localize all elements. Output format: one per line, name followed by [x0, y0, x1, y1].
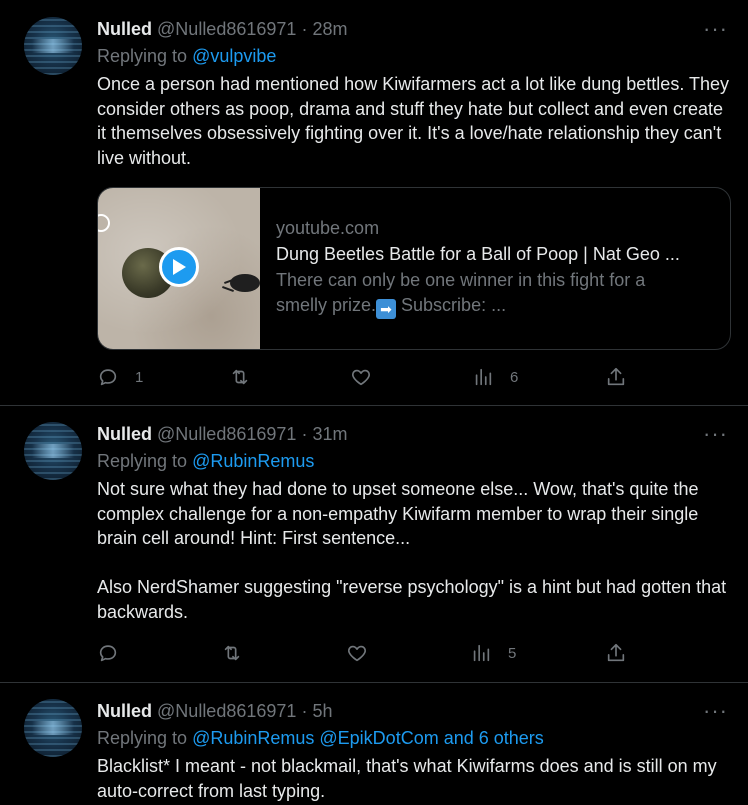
share-icon [605, 642, 627, 664]
author-handle[interactable]: @Nulled8616971 [157, 701, 297, 721]
avatar[interactable] [24, 422, 82, 480]
action-bar [0, 642, 748, 666]
card-title: Dung Beetles Battle for a Ball of Poop | Nat Geo ... [276, 244, 680, 264]
replying-prefix: Replying to [97, 451, 188, 471]
reply-button[interactable] [97, 642, 119, 664]
indicator-ring [97, 214, 110, 232]
card-domain: youtube.com [276, 218, 380, 238]
beetle-image [230, 274, 260, 292]
reply-button[interactable] [97, 366, 143, 388]
views-icon [470, 642, 492, 664]
replying-to-link[interactable]: @RubinRemus @EpikDotCom and 6 others [192, 728, 544, 748]
author-name[interactable]: Nulled [97, 19, 153, 39]
share-button[interactable] [605, 366, 627, 388]
action-bar [0, 366, 748, 390]
separator-dot: · [301, 424, 308, 444]
share-icon [605, 366, 627, 388]
more-options-icon[interactable]: ··· [703, 16, 728, 41]
timestamp[interactable]: 28m [312, 19, 348, 39]
separator-dot: · [301, 19, 308, 39]
avatar[interactable] [24, 699, 82, 757]
author-name[interactable]: Nulled [97, 701, 153, 721]
author-handle[interactable]: @Nulled8616971 [157, 424, 297, 444]
tweet-text: Blacklist* I meant - not blackmail, that's what Kiwifarms does and is still on my auto-correct from last typing. [97, 756, 717, 801]
replying-prefix: Replying to [97, 728, 188, 748]
tweet-text: Once a person had mentioned how Kiwifarmers act a lot like dung bettles. They consider others as poop, drama and stuff they hate but collect and even create it themselves obsessively fighting over it. It's a love/hate relationship they can't live without. [97, 74, 730, 168]
like-button[interactable] [346, 642, 368, 664]
replying-to [97, 451, 314, 472]
retweet-button[interactable] [229, 366, 251, 388]
more-options-icon[interactable]: ··· [703, 698, 728, 723]
views-button[interactable] [470, 642, 516, 664]
heart-icon [350, 366, 372, 388]
timestamp[interactable]: 31m [312, 424, 348, 444]
replying-prefix: Replying to [97, 46, 188, 66]
views-count: 6 [510, 368, 519, 386]
views-count: 5 [508, 644, 517, 662]
card-description-subscribe: Subscribe: ... [396, 295, 507, 315]
reply-count: 1 [135, 368, 144, 386]
tweet[interactable] [0, 406, 748, 682]
views-icon [472, 366, 494, 388]
replying-to [97, 46, 276, 67]
replying-to [97, 728, 544, 749]
tweet-header [97, 19, 347, 41]
retweet-icon [221, 642, 243, 664]
tweet[interactable] [0, 683, 748, 805]
more-options-icon[interactable]: ··· [703, 421, 728, 446]
card-description-line2: smelly prize. [276, 295, 377, 315]
share-button[interactable] [605, 642, 627, 664]
replying-to-link[interactable]: @vulpvibe [192, 46, 277, 66]
arrow-right-emoji-icon: ➡ [376, 299, 396, 319]
retweet-button[interactable] [221, 642, 243, 664]
video-thumbnail[interactable] [98, 188, 260, 349]
link-card[interactable] [97, 187, 731, 350]
card-text [276, 216, 716, 319]
retweet-icon [229, 366, 251, 388]
like-button[interactable] [350, 366, 372, 388]
timestamp[interactable]: 5h [312, 701, 333, 721]
author-handle[interactable]: @Nulled8616971 [157, 19, 297, 39]
author-name[interactable]: Nulled [97, 424, 153, 444]
tweet-header [97, 701, 332, 723]
card-description [276, 268, 716, 319]
card-description-line1: There can only be one winner in this fight for a [276, 270, 646, 290]
reply-icon [97, 642, 119, 664]
heart-icon [346, 642, 368, 664]
views-button[interactable] [472, 366, 518, 388]
replying-to-link[interactable]: @RubinRemus [192, 451, 315, 471]
reply-icon [97, 366, 119, 388]
tweet-header [97, 424, 347, 446]
separator-dot: · [301, 701, 308, 721]
avatar[interactable] [24, 17, 82, 75]
play-icon[interactable] [159, 247, 199, 287]
tweet-text: Not sure what they had done to upset someone else... Wow, that's quite the complex challenge for a non-empathy Kiwifarm member to wrap their single brain cell around! Hint: First sentence... Also NerdShamer suggesting "reverse psychology" is a hint but had gotten that backwards. [97, 479, 727, 622]
